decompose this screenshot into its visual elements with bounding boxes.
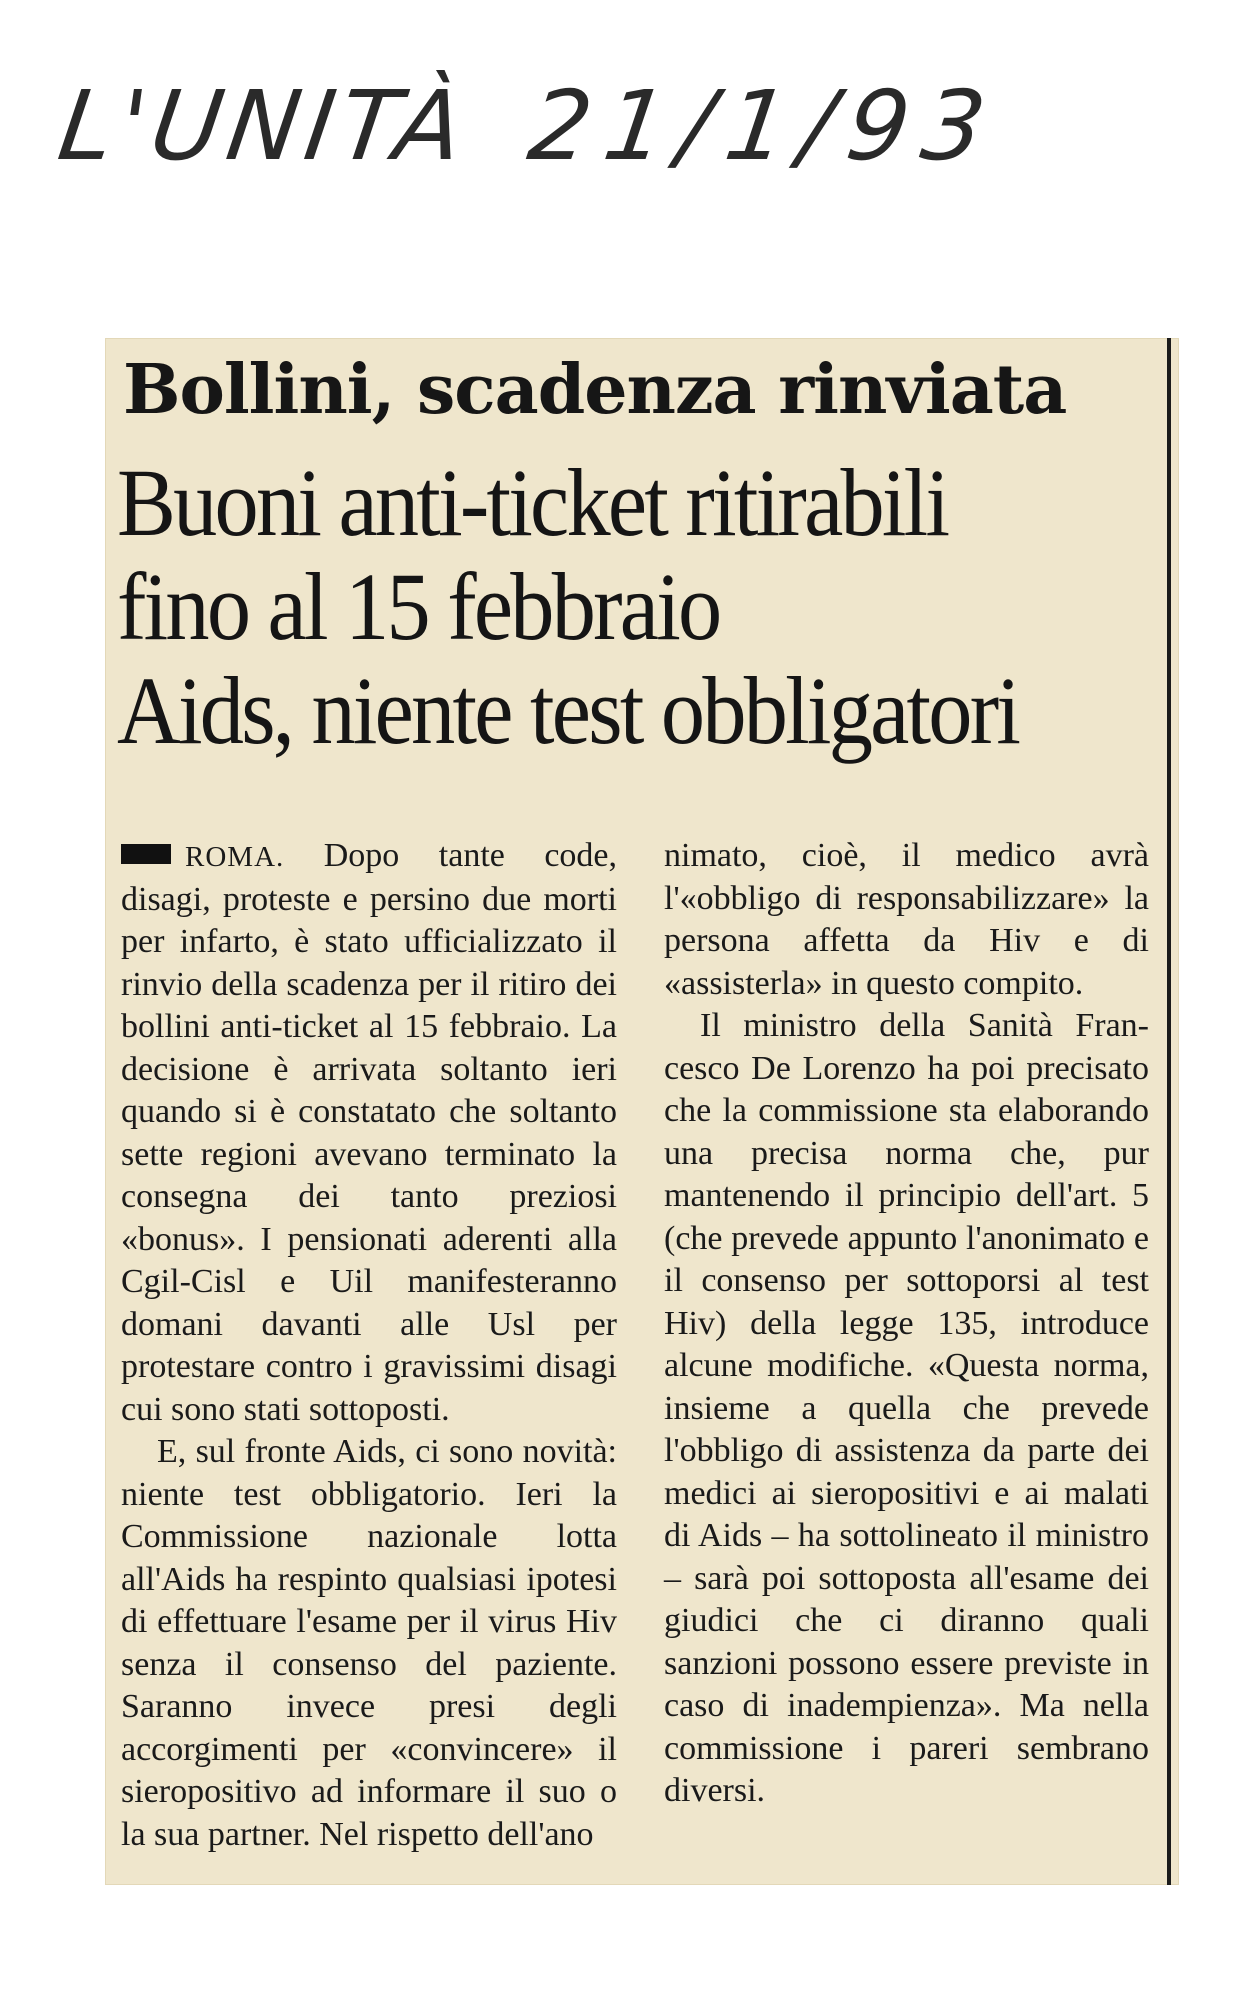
paragraph-1-text: Dopo tante code, disagi, proteste e persino due morti per infarto, è stato ufficializzato il rinvio della scadenza per il ritiro dei bollini anti-ticket al 15 febbraio. La decisione è arrivata soltanto ieri quando si è constatato che soltanto sette regioni avevano terminato la consegna dei tanto preziosi «bonus». I pensionati aderenti alla Cgil-Cisl e Uil manifesteranno domani davanti alle Usl per protestare contro i gravissimi disagi cui sono stati sottoposti. (121, 837, 618, 1428)
headline-line-1: Buoni anti-ticket ritirabili (117, 449, 948, 556)
handwritten-date: 21/1/93 (522, 70, 1006, 182)
handwritten-source: L'UNITÀ (52, 70, 476, 182)
column-rule (1167, 338, 1171, 1885)
paragraph-1 (121, 835, 617, 1431)
dateline: ROMA. (185, 841, 285, 873)
article-kicker: Bollini, scadenza rinviata (123, 350, 1067, 430)
paragraph-3: nimato, cioè, il medico avrà l'«obbligo di responsabilizzare» la persona affetta da Hiv e di «assisterla» in questo compito. (664, 837, 1149, 1002)
article-column-right (664, 835, 1149, 1813)
headline-line-2: fino al 15 febbraio (117, 553, 720, 660)
article-headline (117, 451, 1018, 763)
article-column-left (121, 835, 617, 1856)
headline-line-3: Aids, niente test obbligatori (117, 657, 1019, 764)
bullet-marker (121, 844, 171, 864)
newspaper-clipping (105, 338, 1179, 1885)
paragraph-4: Il ministro della Sanità Francesco De Lorenzo ha poi precisato che la commissione sta elaborando una precisa norma che, pur mantenendo il principio dell'art. 5 (che prevede appunto l'anonimato e il consenso per sottoporsi al test Hiv) della legge 135, introduce alcune modifiche. «Questa norma, insieme a quella che prevede l'obbligo di assistenza da parte dei medici ai sieropositivi e ai malati di Aids – ha sottolineato il ministro – sarà poi sottoposta all'esame dei giudici che ci diranno quali sanzioni possono essere previste in caso di inadempienza». Ma nella commissione i pareri sembrano diversi. (664, 1007, 1149, 1809)
paragraph-2: E, sul fronte Aids, ci sono novità: niente test obbligatorio. Ieri la Commissione nazionale lotta all'Aids ha respinto qualsiasi ipotesi di effettuare l'esame per il virus Hiv senza il consenso del paziente. Saranno invece presi degli accorgimenti per «convincere» il sieropositivo ad informare il suo o la sua partner. Nel rispetto dell'ano (121, 1433, 617, 1853)
